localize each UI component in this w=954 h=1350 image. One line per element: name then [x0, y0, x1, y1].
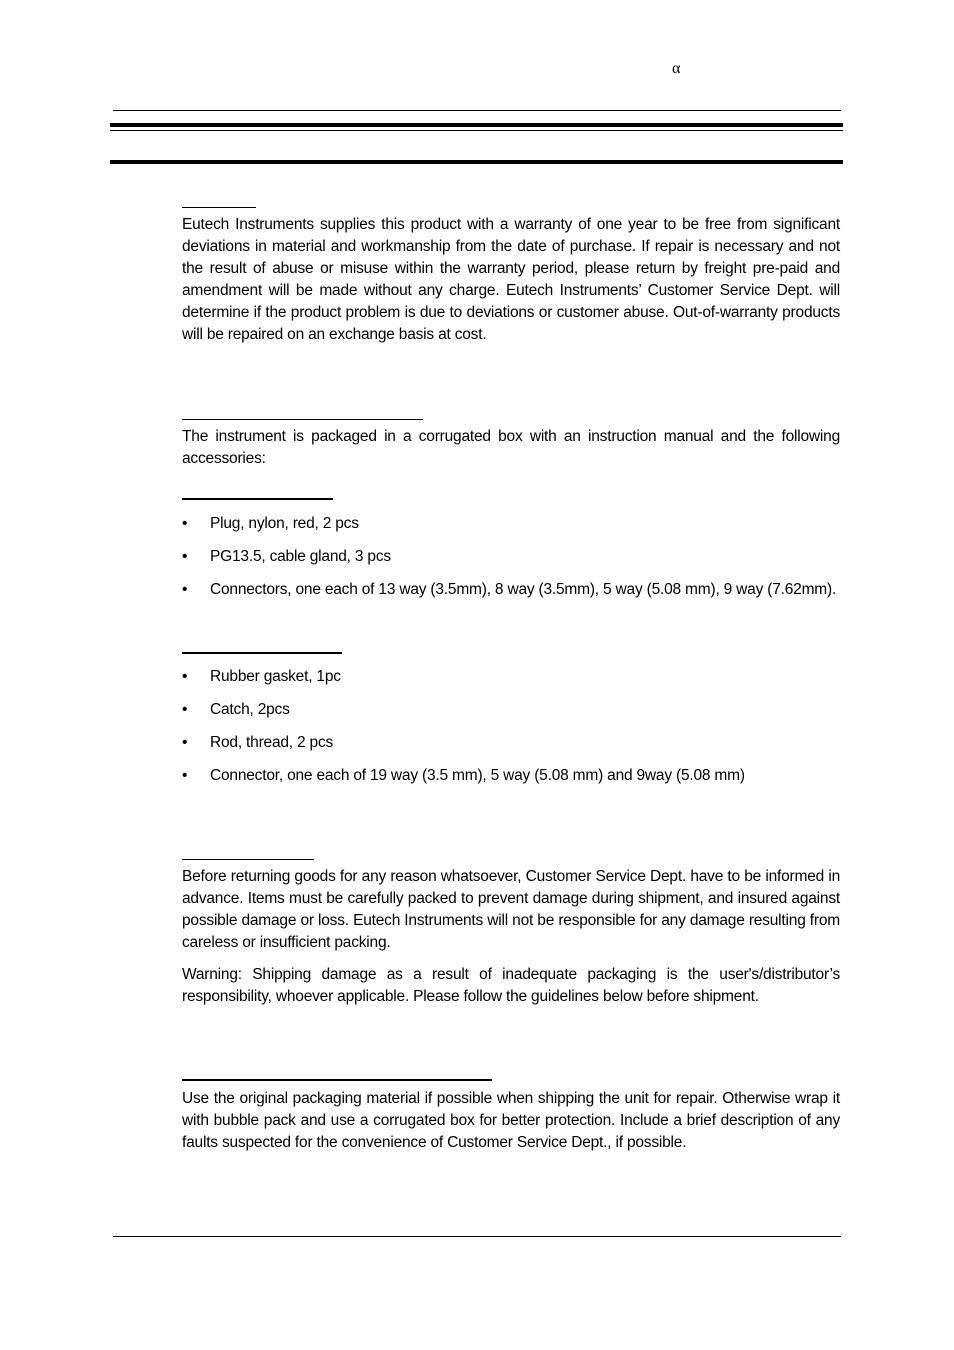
footer-rule	[113, 1236, 841, 1237]
bullet-icon: •	[182, 701, 188, 718]
packaging-intro: The instrument is packaged in a corrugated box with an instruction manual and the following accessories:	[182, 428, 840, 467]
accessory-list-a	[182, 513, 840, 601]
packaging-heading-underline	[182, 419, 423, 420]
list-item-text: PG13.5, cable gland, 3 pcs	[210, 548, 391, 565]
bullet-icon: •	[182, 767, 188, 784]
list-item-text: Connectors, one each of 13 way (3.5mm), 8 way (3.5mm), 5 way (5.08 mm), 9 way (7.62mm).	[210, 581, 837, 598]
header-thin-rule-2	[110, 130, 843, 131]
list-item	[182, 765, 840, 787]
guidelines-paragraph: Use the original packaging material if possible when shipping the unit for repair. Otherwise wrap it with bubble pack and use a corrugated box for better protection. Include a brief description of any faults suspected for the convenience of Customer Service Dept., if possible.	[182, 1090, 840, 1151]
list-a-heading-underline	[182, 498, 333, 500]
bullet-icon: •	[182, 515, 188, 532]
list-item	[182, 546, 840, 568]
header-thin-rule	[113, 110, 841, 111]
accessory-list-b	[182, 666, 840, 787]
list-item	[182, 732, 840, 754]
bullet-icon: •	[182, 581, 188, 598]
header-thick-rule-2	[110, 160, 843, 164]
list-item	[182, 699, 840, 721]
list-item-text: Connector, one each of 19 way (3.5 mm), 5 way (5.08 mm) and 9way (5.08 mm)	[210, 767, 745, 784]
warranty-paragraph: Eutech Instruments supplies this product with a warranty of one year to be free from significant deviations in material and workmanship from the date of purchase. If repair is necessary and not the result of abuse or misuse within the warranty period, please return by freight pre-paid and amendment will be made without any charge. Eutech Instruments’ Customer Service Dept. will determine if the product problem is due to deviations or customer abuse. Out-of-warranty products will be repaired on an exchange basis at cost.	[182, 216, 840, 343]
warranty-heading-underline	[182, 207, 256, 208]
header-thick-rule-1	[110, 123, 843, 127]
list-item-text: Plug, nylon, red, 2 pcs	[210, 515, 359, 532]
bullet-icon: •	[182, 734, 188, 751]
list-item-text: Rubber gasket, 1pc	[210, 668, 341, 685]
list-item	[182, 666, 840, 688]
list-item-text: Catch, 2pcs	[210, 701, 290, 718]
header-alpha-symbol: α	[672, 60, 681, 77]
list-item	[182, 579, 840, 601]
return-paragraph: Before returning goods for any reason whatsoever, Customer Service Dept. have to be informed in advance. Items must be carefully packed to prevent damage during shipment, and insured against possible damage or loss. Eutech Instruments will not be responsible for any damage resulting from careless or insufficient packing.	[182, 868, 840, 951]
bullet-icon: •	[182, 668, 188, 685]
list-item	[182, 513, 840, 535]
return-heading-underline	[182, 859, 314, 860]
warning-paragraph: Warning: Shipping damage as a result of inadequate packaging is the user's/distributor’s responsibility, whoever applicable. Please follow the guidelines below before shipment.	[182, 966, 840, 1005]
list-b-heading-underline	[182, 652, 342, 654]
list-item-text: Rod, thread, 2 pcs	[210, 734, 334, 751]
guidelines-heading-underline	[182, 1079, 492, 1081]
bullet-icon: •	[182, 548, 188, 565]
